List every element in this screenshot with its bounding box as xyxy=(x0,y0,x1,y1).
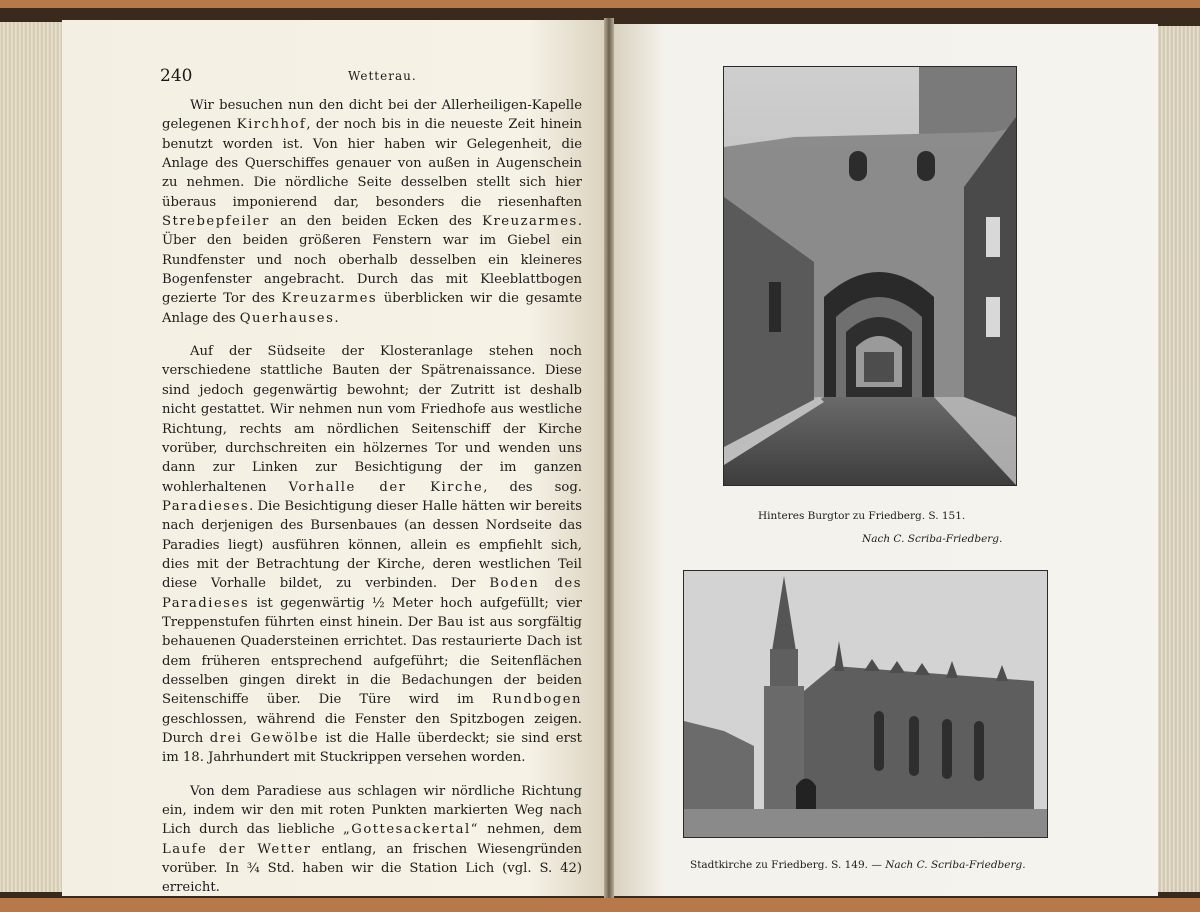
text-run: . Über den beiden größeren Fenstern war im Giebel ein Rundfenster und noch oberhalb desselben ein kleineres Bogenfenster angebracht. Durch das mit Kleeblattbogen gezierte Tor des xyxy=(162,214,582,307)
figure2-caption xyxy=(690,859,1026,871)
church-photo-drawing xyxy=(684,571,1047,837)
text-run: , des sog. xyxy=(483,479,582,495)
figure2-caption-separator: — xyxy=(871,859,882,871)
figure1-credit xyxy=(862,533,1002,545)
page-edges-right xyxy=(1154,26,1200,892)
text-run: überblicken wir die gesamte Anlage des xyxy=(162,291,582,326)
spaced-emphasis: Vorhalle der Kirche xyxy=(288,479,484,495)
figure1-credit-text: Nach C. Scriba-Friedberg. xyxy=(862,533,1003,545)
paragraph-1 xyxy=(162,96,582,328)
text-run: Von dem Paradiese aus schlagen wir nördliche Richtung ein, indem wir den mit roten Punkten markierten Weg nach Lich durch das liebliche xyxy=(162,783,582,838)
spaced-emphasis: Strebepfeiler xyxy=(162,214,270,230)
text-run: ist gegenwärtig ½ Meter hoch aufgefüllt; vier Treppenstufen führten einst hinein. Der Bau ist aus sorgfältig behauenen Quadersteinen errichtet. Das restaurierte Dach ist dem früheren entsprechend aufgeführt; die Seitenflächen desselben gingen direkt in die Bedachungen der beiden Seitenschiffe über. Die Türe wird im xyxy=(162,595,582,708)
spaced-emphasis: Paradieses xyxy=(162,498,250,514)
page-header xyxy=(160,66,580,90)
figure2-credit-text: Nach C. Scriba-Friedberg. xyxy=(885,859,1026,871)
figure1-caption-text: Hinteres Burgtor zu Friedberg. S. 151. xyxy=(758,510,966,522)
paragraph-3 xyxy=(162,782,582,898)
text-run: entlang, an frischen Wiesengründen vorüber. In ¾ Std. haben wir die Station Lich (vgl. S. 42) erreicht. xyxy=(162,841,582,896)
figure-stadtkirche-photo xyxy=(683,570,1048,838)
spaced-emphasis: Boden des Paradieses xyxy=(162,576,583,611)
spaced-emphasis: Kreuzarmes xyxy=(281,291,378,307)
text-run: geschlossen, während die Fenster den Spitzbogen zeigen. Durch xyxy=(162,711,582,746)
page-number: 240 xyxy=(160,66,193,86)
paragraph-2 xyxy=(162,342,582,768)
figure2-caption-text: Stadtkirche zu Friedberg. S. 149. xyxy=(690,859,869,871)
text-run: Wir besuchen nun den dicht bei der Allerheiligen-Kapelle gelegenen xyxy=(162,98,582,133)
spaced-emphasis: drei Gewölbe xyxy=(209,731,320,746)
running-head: Wetterau. xyxy=(348,69,417,83)
body-text xyxy=(162,96,582,912)
figure-burgtor-photo xyxy=(723,66,1017,486)
text-run: . Die Besichtigung dieser Halle hätten wir bereits nach derjenigen des Bursenbaues (an dessen Nordseite das Paradies liegt) ausführen können, allein es empfiehlt sich, dies mit der Betrachtung der Kirche, deren westlichen Teil diese Vorhalle bildet, zu verbinden. Der xyxy=(162,498,582,592)
text-run: . xyxy=(334,310,339,326)
spaced-emphasis: Kirchhof xyxy=(236,117,307,133)
gate-photo-drawing xyxy=(724,67,1016,485)
spaced-emphasis: Laufe der Wetter xyxy=(162,841,312,857)
book-gutter xyxy=(604,18,614,898)
text-run: Auf der Südseite der Klosteranlage stehen noch verschiedene stattliche Bauten der Spätrenaissance. Diese sind jedoch gegenwärtig bewohnt; der Zutritt ist deshalb nicht gestattet. Wir nehmen nun vom Friedhofe aus westliche Richtung, rechts am nördlichen Seitenschiff der Kirche vorüber, durchschreiten ein hölzernes Tor und wenden uns dann zur Linken zur Besichtigung der im ganzen wohlerhaltenen xyxy=(162,344,582,495)
spaced-emphasis: Kreuzarmes xyxy=(482,214,578,230)
figure1-caption xyxy=(758,510,965,522)
spaced-emphasis: „Gottesackertal“ xyxy=(342,822,479,838)
spaced-emphasis: Querhauses xyxy=(239,310,335,326)
page-edges-left xyxy=(0,22,70,892)
text-run: ist die Halle überdeckt; sie sind erst im 18. Jahrhundert mit Stuckrippen versehen worden. xyxy=(162,731,582,766)
text-run: an den beiden Ecken des xyxy=(269,214,483,230)
spaced-emphasis: Rundbogen xyxy=(492,692,582,708)
text-run: , der noch bis in die neueste Zeit hinein benutzt worden ist. Von hier haben wir Gelegenheit, die Anlage des Querschiffes genauer von außen in Augenschein zu nehmen. Die nördliche Seite desselben stellt sich hier überaus imponierend dar, besonders die riesenhaften xyxy=(162,117,582,210)
text-run: nehmen, dem xyxy=(478,822,582,838)
